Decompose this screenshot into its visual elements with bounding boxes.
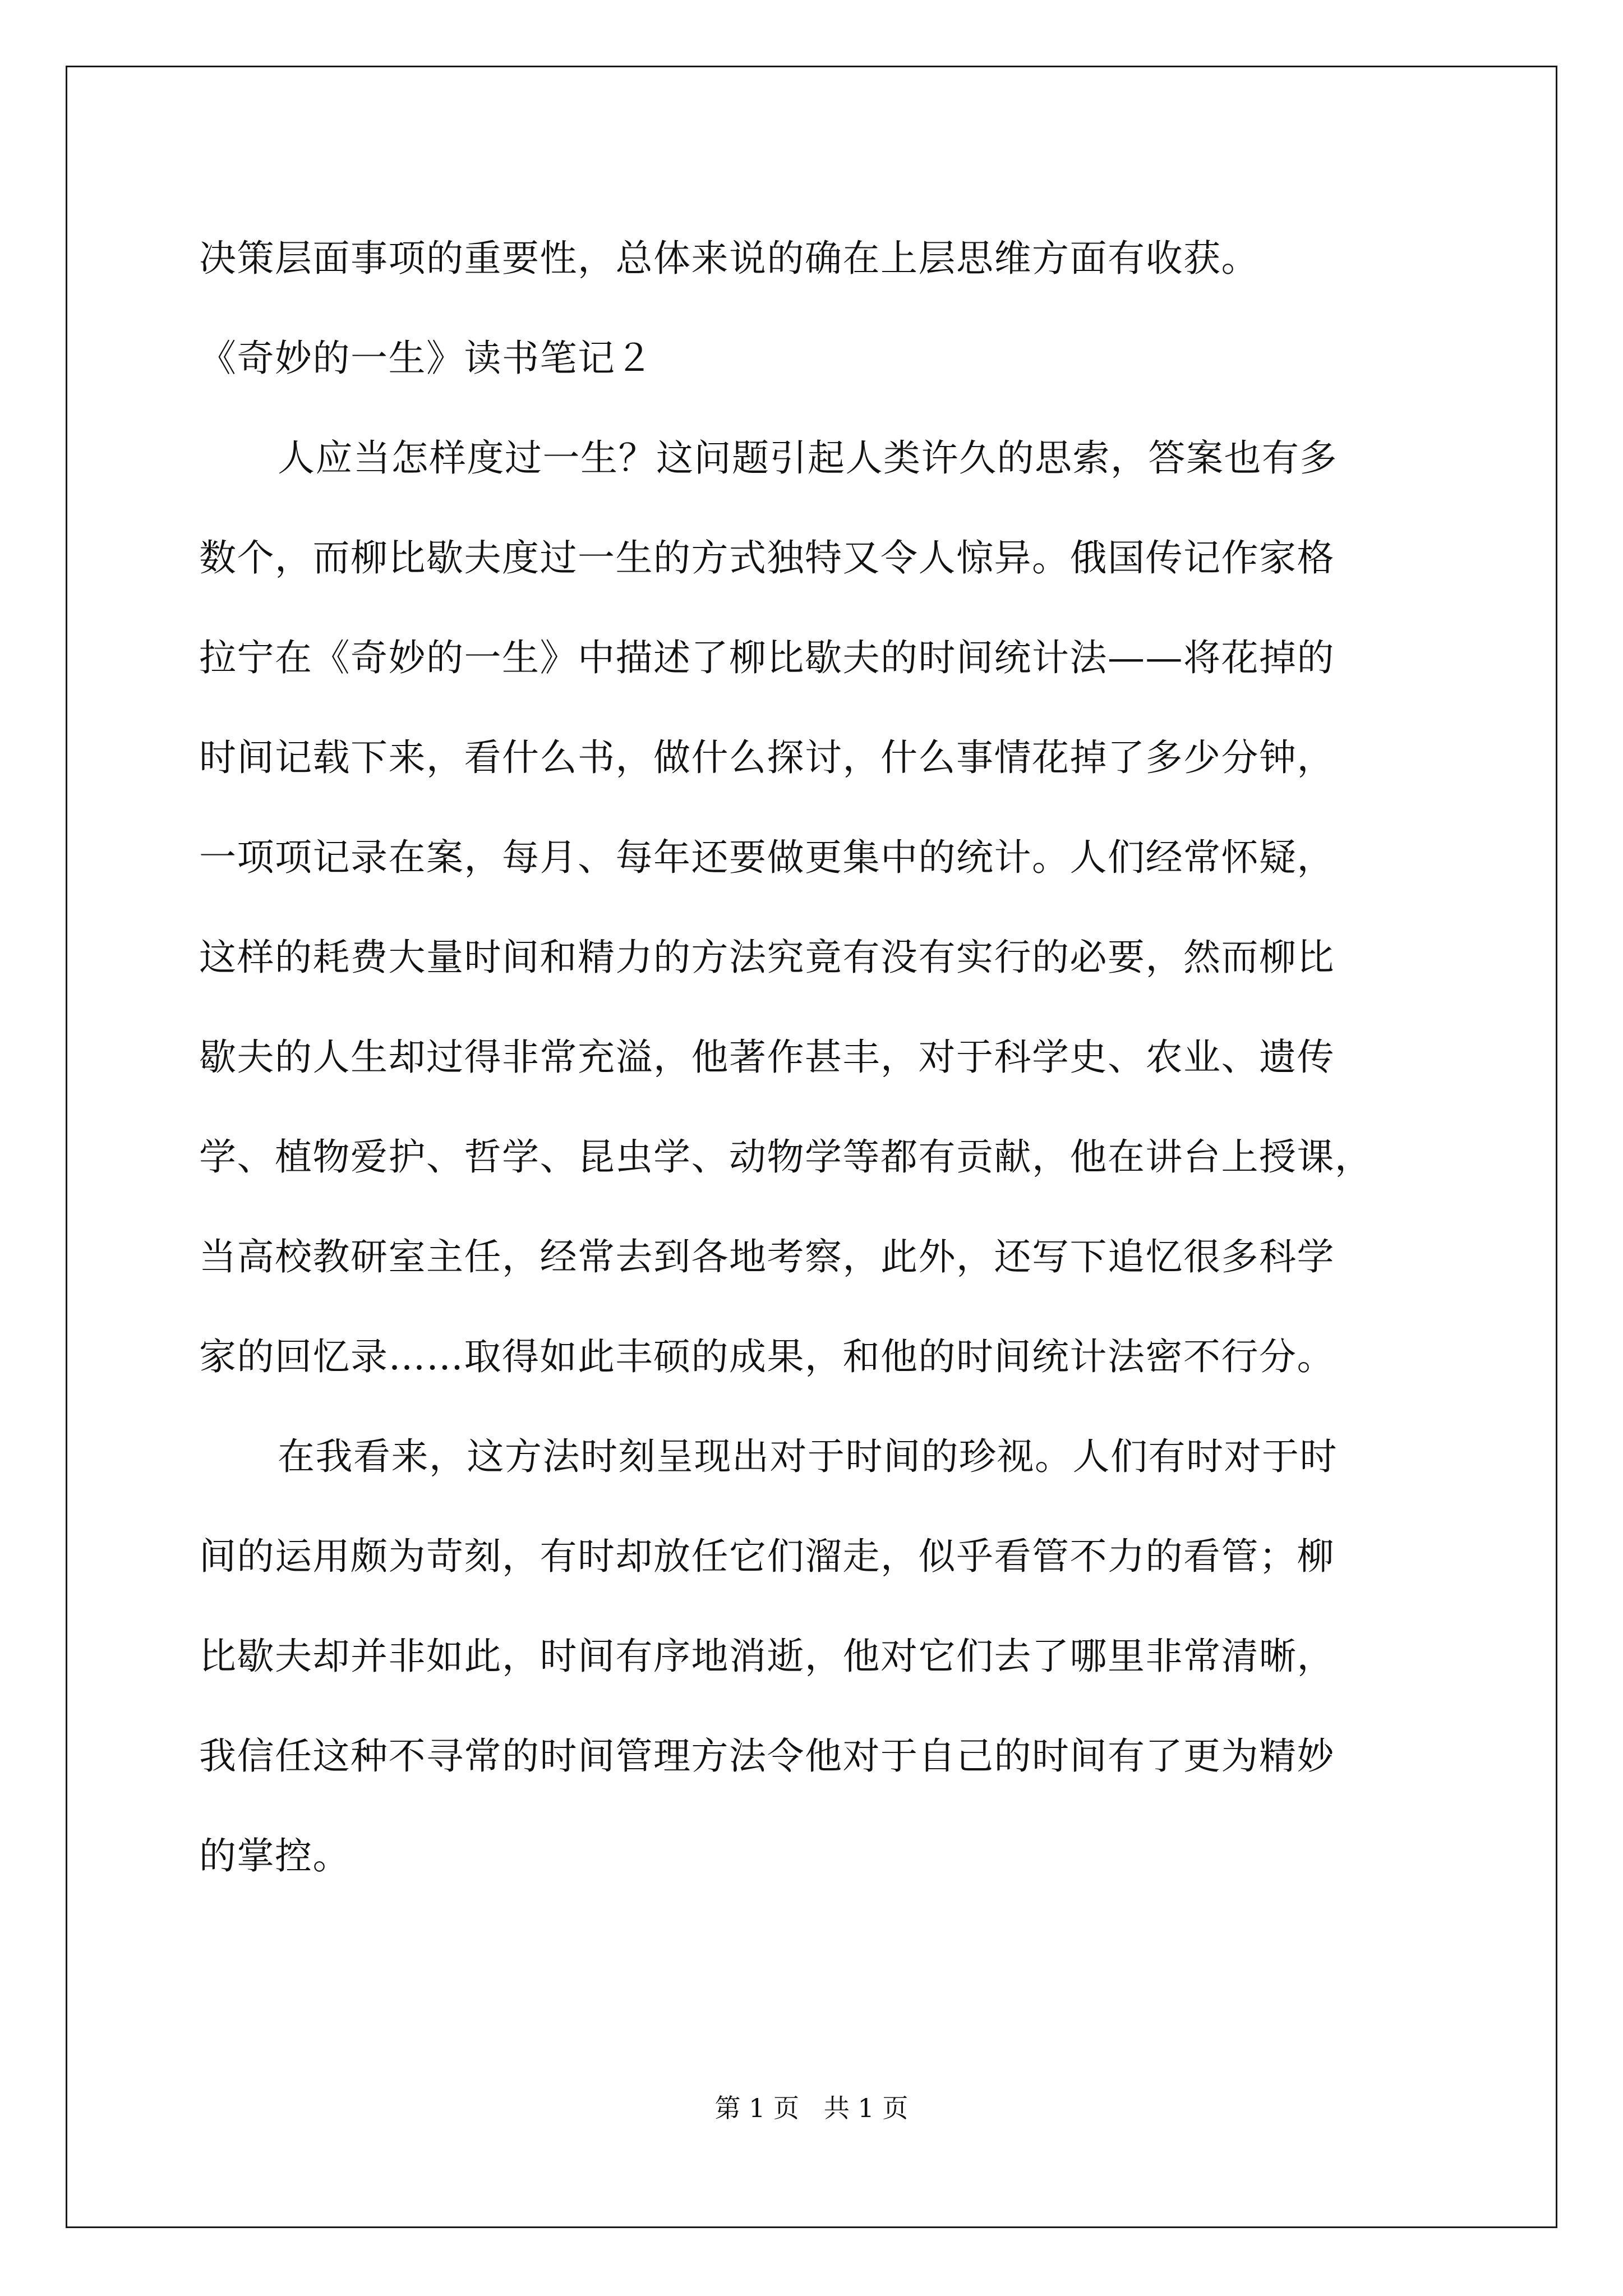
paragraph-start-line: 在我看来，这方法时刻呈现出对于时间的珍视。人们有时对于时 xyxy=(278,1435,1338,1478)
text-line: 决策层面事项的重要性，总体来说的确在上层思维方面有收获。 xyxy=(199,237,1259,280)
text-line: 家的回忆录……取得如此丰硕的成果，和他的时间统计法密不行分。 xyxy=(199,1335,1335,1378)
text-line: 我信任这种不寻常的时间管理方法令他对于自己的时间有了更为精妙 xyxy=(199,1734,1335,1778)
paragraph-start-line: 人应当怎样度过一生？这问题引起人类许久的思索，答案也有多 xyxy=(278,436,1338,480)
text-line: 间的运用颇为苛刻，有时却放任它们溜走，似乎看管不力的看管；柳 xyxy=(199,1535,1335,1578)
text-line: 的掌控。 xyxy=(199,1834,351,1878)
text-line: 比歇夫却并非如此，时间有序地消逝，他对它们去了哪里非常清晰， xyxy=(199,1635,1335,1678)
page-number-footer: 第 1 页 共 1 页 xyxy=(714,2093,909,2123)
text-line: 拉宁在《奇妙的一生》中描述了柳比歇夫的时间统计法——将花掉的 xyxy=(199,636,1335,679)
section-title: 《奇妙的一生》读书笔记２ xyxy=(199,337,653,380)
text-line: 歇夫的人生却过得非常充溢，他著作甚丰，对于科学史、农业、遗传 xyxy=(199,1036,1335,1079)
text-line: 时间记载下来，看什么书，做什么探讨，什么事情花掉了多少分钟， xyxy=(199,736,1335,779)
text-line: 这样的耗费大量时间和精力的方法究竟有没有实行的必要，然而柳比 xyxy=(199,936,1335,979)
document-body xyxy=(199,209,1461,1906)
text-line: 当高校教研室主任，经常去到各地考察，此外，还写下追忆很多科学 xyxy=(199,1235,1335,1278)
text-line: 一项项记录在案，每月、每年还要做更集中的统计。人们经常怀疑， xyxy=(199,836,1335,879)
text-line: 数个，而柳比歇夫度过一生的方式独特又令人惊异。俄国传记作家格 xyxy=(199,536,1335,579)
text-line: 学、植物爱护、哲学、昆虫学、动物学等都有贡献，他在讲台上授课， xyxy=(199,1135,1373,1179)
